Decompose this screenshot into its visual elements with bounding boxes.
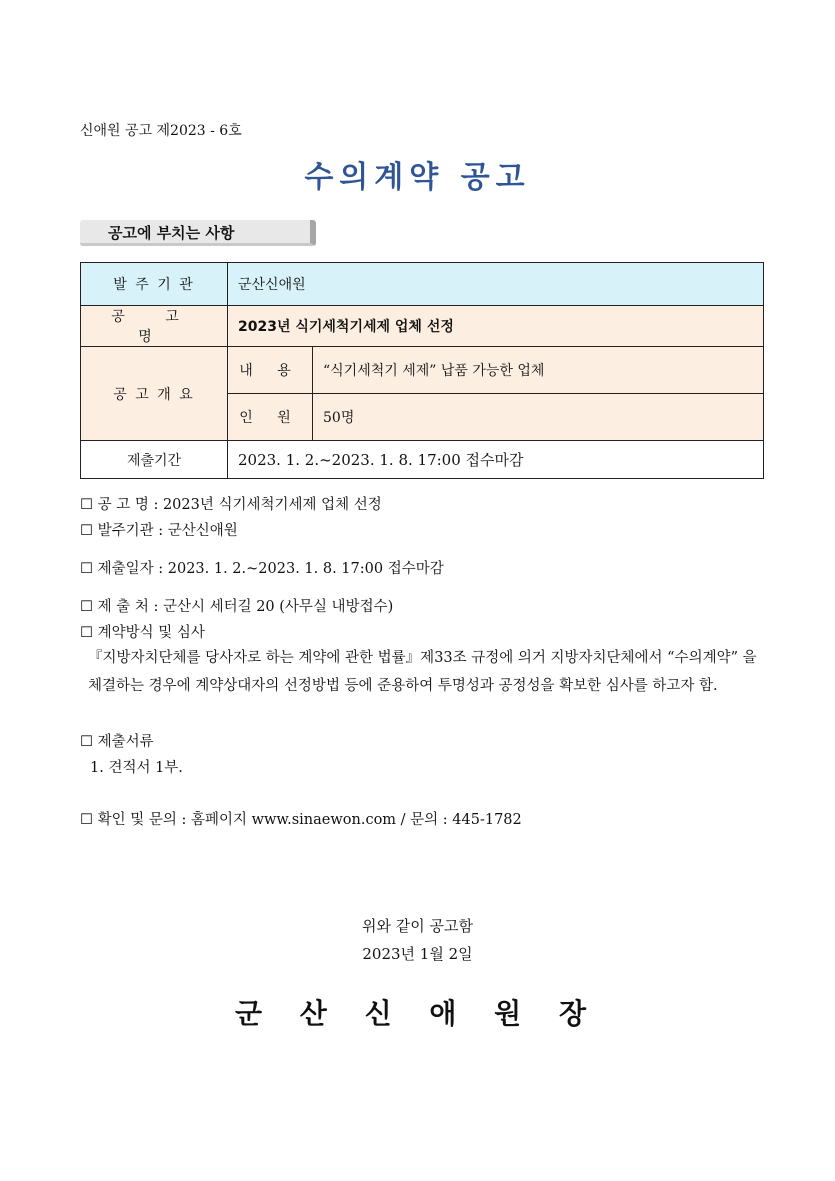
announcement-date: 2023년 1월 2일: [362, 945, 473, 963]
section-tab: 공고에 부치는 사항: [80, 220, 316, 246]
signature: 군 산 신 애 원 장: [234, 997, 601, 1030]
issuer-label: 발 주 기 관: [81, 263, 228, 306]
table-row-content: [81, 347, 764, 394]
bullet-issuer: ☐ 발주기관 : 군산신애원: [80, 523, 238, 539]
bullet-date: ☐ 제출일자 : 2023. 1. 2.~2023. 1. 8. 17:00 접수마감: [80, 561, 444, 577]
bullet-method: ☐ 계약방식 및 심사: [80, 625, 205, 641]
docs-item: 1. 견적서 1부.: [90, 760, 183, 776]
personnel-label: 인 원: [228, 394, 313, 441]
name-value: 2023년 식기세척기세제 업체 선정: [228, 306, 764, 347]
period-value: 2023. 1. 2.~2023. 1. 8. 17:00 접수마감: [228, 441, 764, 479]
issuer-value: 군산신애원: [228, 263, 764, 306]
info-table: [80, 262, 764, 479]
page-title: 수의계약 공고: [304, 160, 531, 195]
closing-text: 위와 같이 공고함: [362, 917, 473, 935]
table-row-period: [81, 441, 764, 479]
bullet-place: ☐ 제 출 처 : 군산시 세터길 20 (사무실 내방접수): [80, 599, 394, 615]
period-label: 제출기간: [81, 441, 228, 479]
table-row-issuer: [81, 263, 764, 306]
bullet-contact: ☐ 확인 및 문의 : 홈페이지 www.sinaewon.com / 문의 : 445-1782: [80, 812, 522, 828]
overview-label: 공 고 개 요: [81, 347, 228, 441]
method-description: 『지방자치단체를 당사자로 하는 계약에 관한 법률』제33조 규정에 의거 지방자치단체에서 “수의계약” 을 체결하는 경우에 계약상대자의 선정방법 등에 준용하여 투명성과 공정성을 확보한 심사를 하고자 함.: [88, 650, 757, 694]
table-row-name: [81, 306, 764, 347]
bullet-docs: ☐ 제출서류: [80, 734, 154, 750]
bullet-name: ☐ 공 고 명 : 2023년 식기세척기세제 업체 선정: [80, 497, 382, 513]
document-number: 신애원 공고 제2023 - 6호: [80, 123, 242, 139]
content-value: “식기세척기 세제” 납품 가능한 업체: [313, 347, 764, 394]
personnel-value: 50명: [313, 394, 764, 441]
content-label: 내 용: [228, 347, 313, 394]
name-label: 공 고 명: [81, 306, 228, 347]
